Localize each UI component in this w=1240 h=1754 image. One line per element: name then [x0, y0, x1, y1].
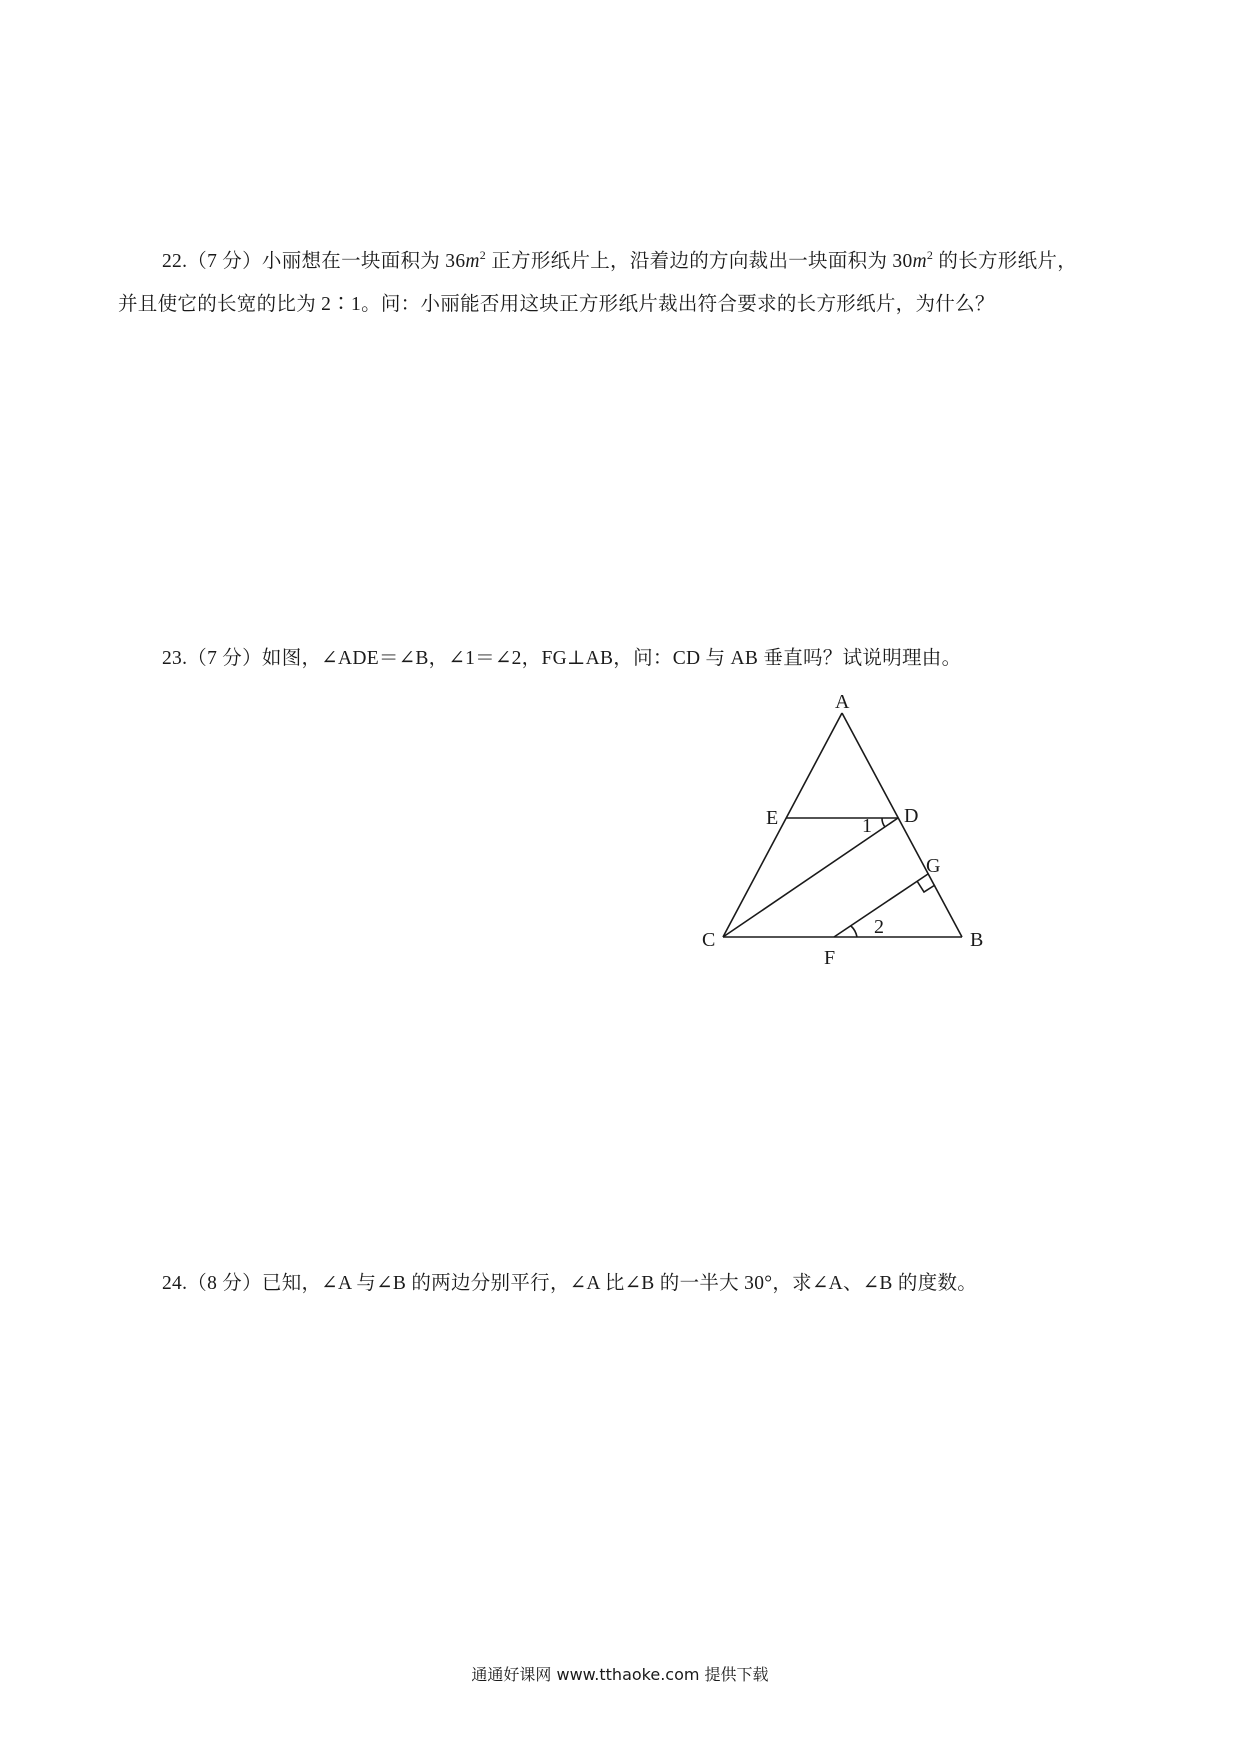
question-23: 23.（7 分）如图，∠ADE＝∠B，∠1＝∠2，FG⊥AB，问：CD 与 AB 垂直吗？试说明理由。: [162, 648, 962, 669]
label-1: 1: [862, 815, 872, 837]
angle-arc-2: [851, 926, 857, 937]
footer-credit: 通通好课网 www.tthaoke.com 提供下载: [471, 1665, 769, 1684]
label-g: G: [926, 855, 941, 877]
segment-ab: [842, 713, 962, 937]
label-c: C: [702, 929, 716, 951]
label-2: 2: [874, 916, 884, 938]
question-22: [118, 240, 1128, 326]
label-b: B: [970, 929, 984, 951]
question-22-line-2: 并且使它的长宽的比为 2∶1。问：小丽能否用这块正方形纸片裁出符合要求的长方形纸片，为什么？: [118, 294, 995, 315]
question-22-line-1: 22.（7 分）小丽想在一块面积为 $36m^2$ 正方形纸片上，沿着边的方向裁出一块面积为 $30m^2$ 的长方形纸片，: [162, 248, 1078, 272]
geometry-figure: [690, 680, 1030, 980]
label-e: E: [766, 807, 779, 829]
question-24: 24.（8 分）已知，∠A 与∠B 的两边分别平行，∠A 比∠B 的一半大 30°，求∠A、∠B 的度数。: [162, 1273, 978, 1294]
label-f: F: [824, 947, 836, 969]
triangle-diagram: [690, 680, 1030, 980]
segment-ac: [723, 713, 842, 937]
label-d: D: [904, 805, 919, 827]
label-a: A: [835, 691, 850, 713]
angle-arc-1: [882, 818, 885, 827]
